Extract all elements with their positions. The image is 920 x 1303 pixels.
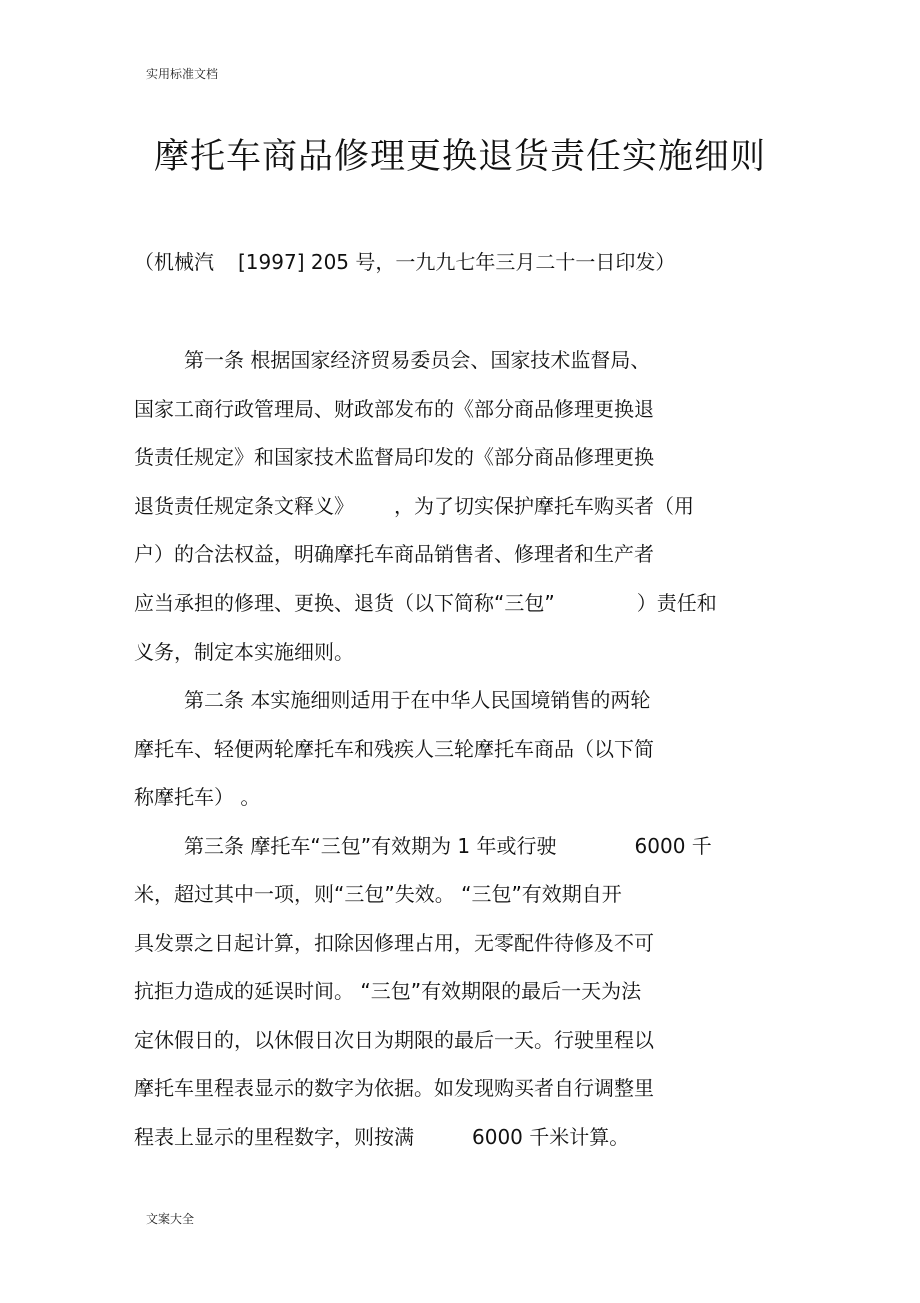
running-footer: 文案大全 [146,1212,195,1226]
article-2-line-2: 摩托车、轻便两轮摩托车和残疾人三轮摩托车商品（以下简 [134,737,654,761]
article-3-line-1b: 6000 千 [634,834,712,858]
article-1-line-5: 户）的合法权益，明确摩托车商品销售者、修理者和生产者 [134,542,654,566]
issuance-line [134,247,675,277]
article-2-line-3: 称摩托车） 。 [134,785,261,809]
article-1-line-7: 义务，制定本实施细则。 [134,640,354,664]
article-3-line-5: 定休假日的，以休假日次日为期限的最后一天。行驶里程以 [134,1028,654,1052]
article-3-line-7 [134,1122,629,1152]
article-3-line-6: 摩托车里程表显示的数字为依据。如发现购买者自行调整里 [134,1076,654,1100]
article-3-line-7a: 程表上显示的里程数字，则按满 [134,1125,414,1149]
article-1-line-3: 货责任规定》和国家技术监督局印发的《部分商品修理更换 [134,445,654,469]
article-3-line-2: 米，超过其中一项，则“三包”失效。 “三包”有效期自开 [134,882,622,906]
issuance-part-2: [1997] 205 号，一九九七年三月二十一日印发） [238,250,676,274]
article-3-line-1a: 第三条 摩托车“三包”有效期为 1 年或行驶 [184,834,557,858]
article-3-line-3: 具发票之日起计算，扣除因修理占用，无零配件待修及不可 [134,931,654,955]
article-1-line-4 [134,491,694,521]
article-1-line-2: 国家工商行政管理局、财政部发布的《部分商品修理更换退 [134,397,654,421]
article-1-line-4a: 退货责任规定条文释义》 [134,494,354,518]
issuance-part-1: （机械汽 [134,250,214,274]
article-2-line-1: 第二条 本实施细则适用于在中华人民国境销售的两轮 [184,688,651,712]
article-3-line-7b: 6000 千米计算。 [472,1125,630,1149]
article-1-line-6b: ）责任和 [636,591,717,615]
running-header: 实用标准文档 [146,67,219,81]
article-1-line-4b: ，为了切实保护摩托车购买者（用 [394,494,694,518]
article-3-line-4: 抗拒力造成的延误时间。 “三包”有效期限的最后一天为法 [134,979,642,1003]
article-1-line-6a: 应当承担的修理、更换、退货（以下简称“三包” [134,591,555,615]
article-1-line-1: 第一条 根据国家经济贸易委员会、国家技术监督局、 [184,348,651,372]
article-1-line-6 [134,588,717,618]
article-3-line-1 [184,831,712,861]
document-title: 摩托车商品修理更换退货责任实施细则 [153,137,766,177]
